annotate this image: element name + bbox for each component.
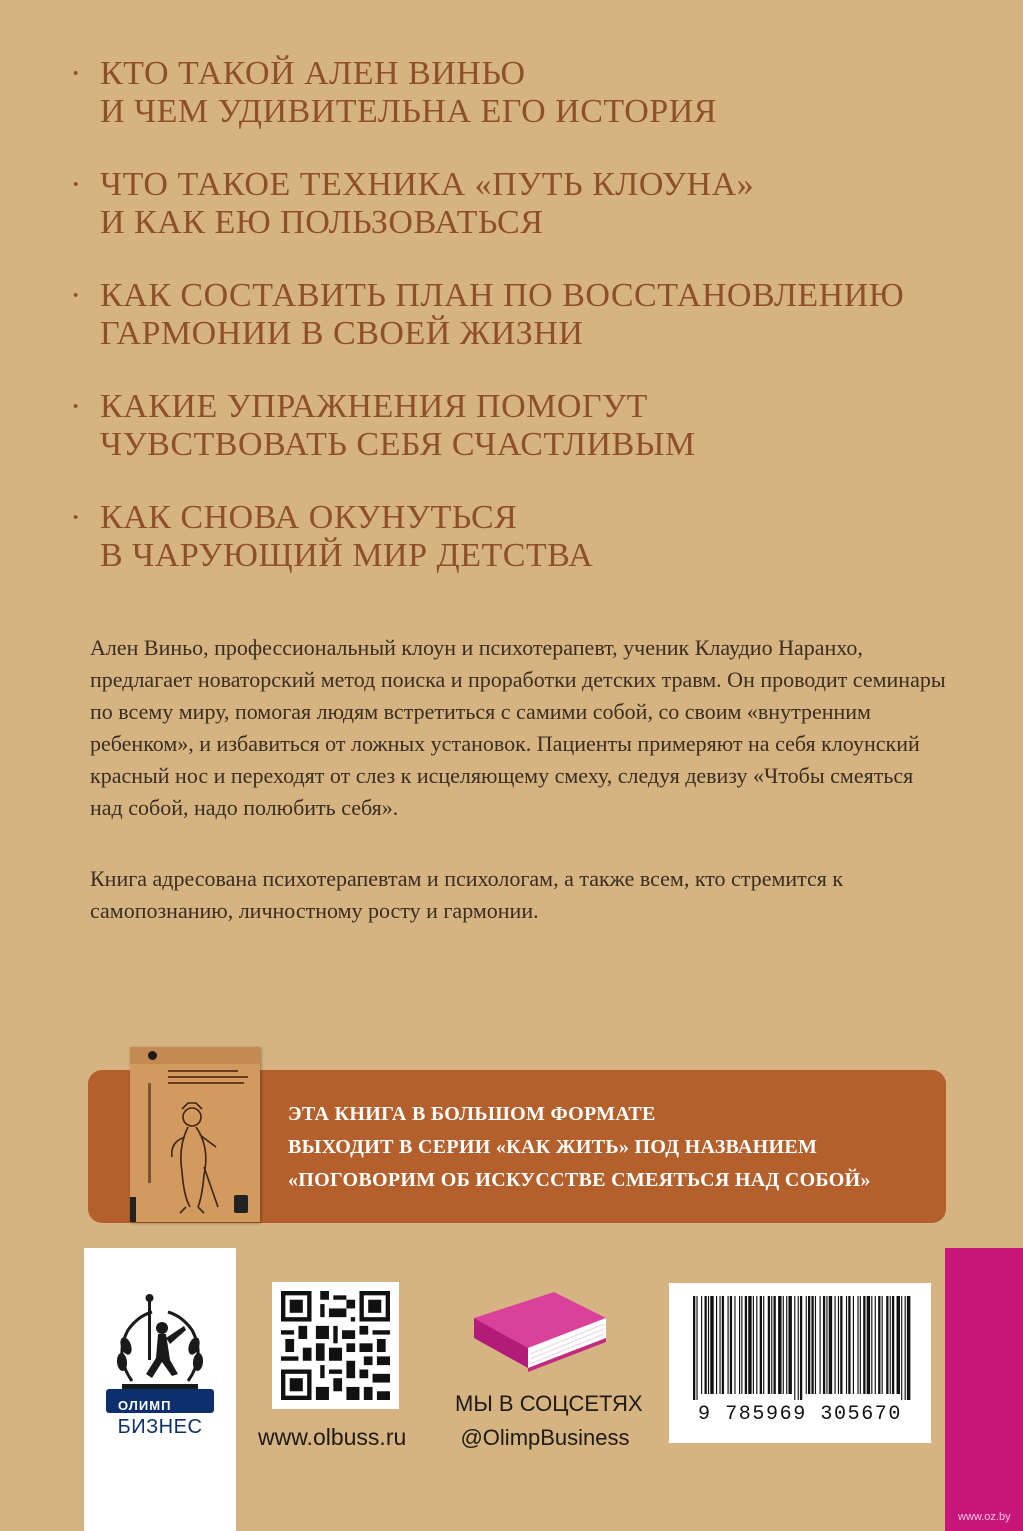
barcode-bar: [774, 1296, 776, 1394]
bullet-marker: ·: [70, 166, 82, 203]
barcode-bar: [734, 1296, 735, 1394]
banner-line: ЭТА КНИГА В БОЛЬШОМ ФОРМАТЕ: [288, 1103, 656, 1125]
barcode-bar: [778, 1296, 781, 1394]
bullet-marker: ·: [70, 277, 82, 314]
hermes-logo-icon: [92, 1286, 228, 1436]
barcode-bar: [820, 1296, 821, 1394]
barcode-icon: [689, 1296, 911, 1400]
bullet-marker: ·: [70, 55, 82, 92]
bullet-marker: ·: [70, 388, 82, 425]
barcode: [669, 1283, 931, 1443]
bullet-line: КАКИЕ УПРАЖНЕНИЯ ПОМОГУТ: [100, 388, 648, 425]
bullet-line: КТО ТАКОЙ АЛЕН ВИНЬО: [100, 55, 526, 92]
bullet-item: [70, 166, 970, 242]
publisher-name: БИЗНЕС: [117, 1416, 203, 1438]
barcode-bar: [838, 1296, 839, 1394]
barcode-bar: [848, 1296, 850, 1394]
barcode-bar: [907, 1296, 910, 1400]
description: [90, 632, 950, 927]
barcode-bar: [693, 1296, 695, 1400]
barcode-bar: [823, 1296, 825, 1394]
cover-logo-icon: [234, 1195, 248, 1213]
barcode-bar: [696, 1296, 697, 1400]
barcode-bar: [739, 1296, 740, 1394]
barcode-bar: [834, 1296, 835, 1394]
bullet-item: [70, 55, 970, 131]
barcode-bar: [826, 1296, 827, 1394]
bullet-line: КАК СНОВА ОКУНУТЬСЯ: [100, 499, 518, 536]
banner-line: ВЫХОДИТ В СЕРИИ «КАК ЖИТЬ» ПОД НАЗВАНИЕМ: [288, 1136, 818, 1158]
barcode-bar: [878, 1296, 880, 1394]
barcode-bar: [798, 1296, 799, 1400]
barcode-bar: [867, 1296, 870, 1394]
watermark: www.oz.by: [958, 1511, 1011, 1523]
barcode-bar: [871, 1296, 872, 1394]
barcode-bar: [857, 1296, 858, 1394]
bullet-line: И ЧЕМ УДИВИТЕЛЬНА ЕГО ИСТОРИЯ: [100, 93, 717, 130]
barcode-bar: [748, 1296, 751, 1394]
barcode-bar: [890, 1296, 891, 1394]
barcode-bar: [886, 1296, 888, 1394]
barcode-bar: [760, 1296, 762, 1394]
barcode-bar: [716, 1296, 717, 1394]
barcode-bar: [905, 1296, 906, 1400]
barcode-bar: [811, 1296, 813, 1394]
accent-strip: [945, 1248, 1023, 1531]
bullet-list: [70, 55, 970, 610]
barcode-bar: [708, 1296, 709, 1394]
pink-book-icon: [470, 1288, 610, 1372]
barcode-bar: [719, 1296, 720, 1394]
barcode-bar: [730, 1296, 732, 1394]
isbn-number: 9 785969 305670: [697, 1403, 903, 1426]
barcode-bar: [783, 1296, 784, 1394]
publisher-logo-word: ОЛИМП: [118, 1398, 172, 1413]
barcode-bar: [741, 1296, 742, 1394]
barcode-bar: [829, 1296, 832, 1394]
barcode-bar: [788, 1296, 791, 1394]
book-cover-thumbnail: [130, 1047, 260, 1222]
barcode-bar: [756, 1296, 757, 1394]
barcode-bar: [701, 1296, 702, 1394]
barcode-bar: [753, 1296, 754, 1394]
bullet-line: И КАК ЕЮ ПОЛЬЗОВАТЬСЯ: [100, 204, 544, 241]
bullet-marker: ·: [70, 499, 82, 536]
barcode-bar: [705, 1296, 707, 1394]
bullet-line: КАК СОСТАВИТЬ ПЛАН ПО ВОССТАНОВЛЕНИЮ: [100, 277, 905, 314]
publisher-panel: [84, 1248, 236, 1531]
barcode-bar: [840, 1296, 842, 1394]
barcode-bar: [901, 1296, 902, 1400]
barcode-bar: [815, 1296, 816, 1394]
cover-spine-mark: [130, 1197, 136, 1222]
barcode-bar: [806, 1296, 807, 1394]
barcode-bar: [853, 1296, 854, 1394]
barcode-bar: [786, 1296, 787, 1394]
publisher-website-link[interactable]: www.olbuss.ru: [258, 1424, 407, 1450]
description-paragraph: Книга адресована психотерапевтам и психологам, а также всем, кто стремится к самопознанию, личностному росту и гармонии.: [90, 866, 844, 923]
barcode-bar: [728, 1296, 729, 1394]
barcode-bar: [863, 1296, 865, 1394]
social-handle[interactable]: @OlimpBusiness: [460, 1425, 630, 1450]
bullet-item: [70, 388, 970, 464]
barcode-bar: [897, 1296, 900, 1394]
barcode-bar: [745, 1296, 747, 1394]
social-heading: МЫ В СОЦСЕТЯХ: [455, 1391, 643, 1416]
barcode-bar: [860, 1296, 861, 1394]
barcode-bar: [771, 1296, 772, 1394]
banner-line: «ПОГОВОРИМ ОБ ИСКУССТВЕ СМЕЯТЬСЯ НАД СОБОЙ»: [288, 1169, 871, 1191]
barcode-bar: [846, 1296, 847, 1394]
barcode-bar: [800, 1296, 802, 1400]
qr-code[interactable]: [272, 1282, 399, 1409]
bullet-line: ГАРМОНИИ В СВОЕЙ ЖИЗНИ: [100, 315, 584, 352]
barcode-bar: [892, 1296, 894, 1394]
barcode-bar: [882, 1296, 883, 1394]
bullet-line: ЧТО ТАКОЕ ТЕХНИКА «ПУТЬ КЛОУНА»: [100, 166, 755, 203]
bullet-item: [70, 499, 970, 575]
barcode-bar: [710, 1296, 713, 1394]
barcode-bar: [763, 1296, 764, 1394]
barcode-bar: [875, 1296, 876, 1394]
banner-text: [288, 1098, 871, 1197]
barcode-bar: [722, 1296, 724, 1394]
bullet-line: В ЧАРУЮЩИЙ МИР ДЕТСТВА: [100, 537, 594, 574]
barcode-bar: [768, 1296, 770, 1394]
social-block: [455, 1387, 643, 1455]
description-paragraph: Ален Виньо, профессиональный клоун и психотерапевт, ученик Клаудио Наранхо, предлагает новаторский метод поиска и проработки детских травм. Он проводит семинары по всему миру, помогая людям встретиться с самими собой, со своим «внутренним ребенком», и избавиться от ложных установок. Пациенты примеряют на себя клоунский красный нос и переходят от слез к исцеляющему смеху, следуя девизу «Чтобы смеяться над собой, надо полюбить себя».: [90, 635, 946, 820]
bullet-item: [70, 277, 970, 353]
qr-code-icon: [281, 1291, 390, 1400]
barcode-bar: [794, 1296, 795, 1400]
bullet-line: ЧУВСТВОВАТЬ СЕБЯ СЧАСТЛИВЫМ: [100, 426, 696, 463]
barcode-bar: [808, 1296, 810, 1394]
